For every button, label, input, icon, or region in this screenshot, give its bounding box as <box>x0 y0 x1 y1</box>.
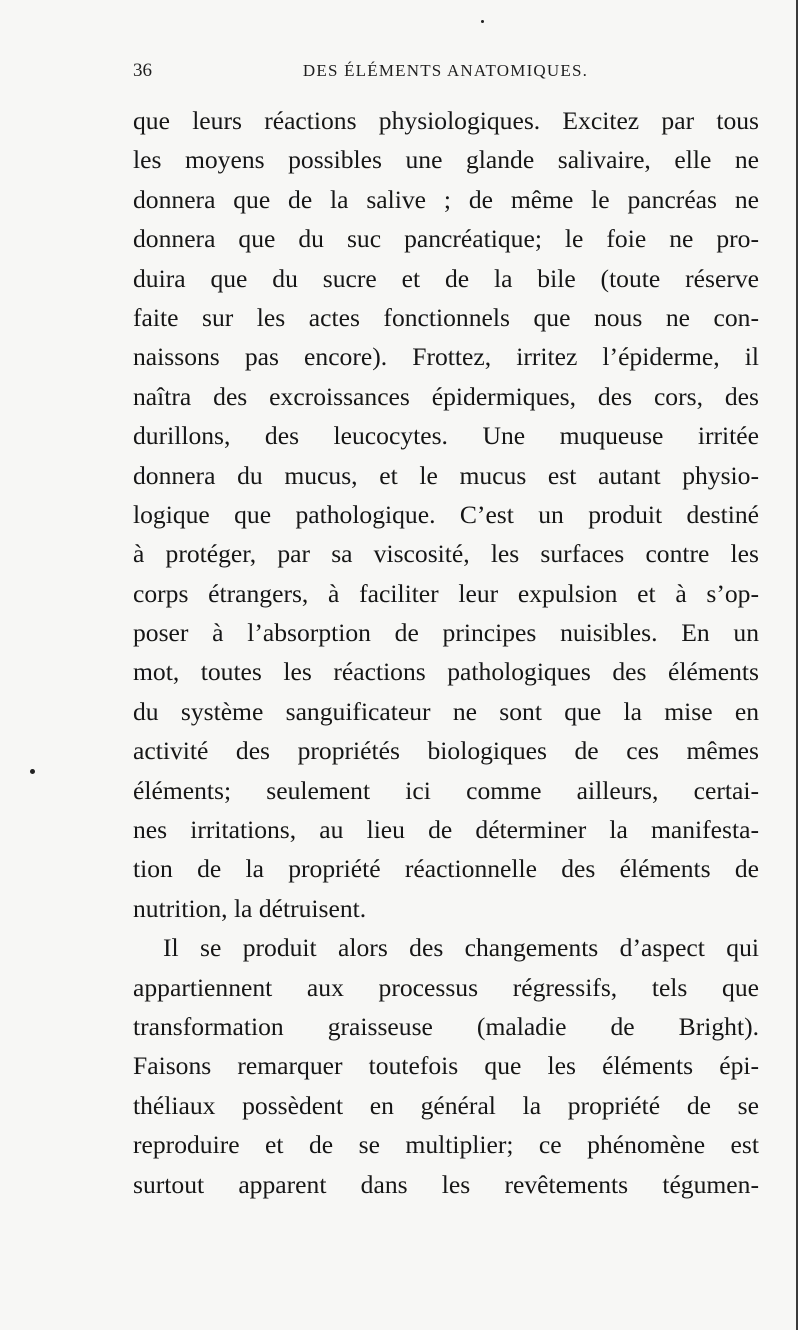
text-line: naissons pas encore). Frottez, irritez l’épiderme, il <box>133 342 759 372</box>
text-line: appartiennent aux processus régressifs, tels que <box>133 972 759 1002</box>
text-line: poser à l’absorption de principes nuisibles. En un <box>133 618 759 648</box>
text-line: donnera que de la salive ; de même le pancréas ne <box>133 184 759 214</box>
text-line: donnera du mucus, et le mucus est autant physio- <box>133 460 759 490</box>
ink-speck <box>30 769 35 774</box>
text-line: du système sanguificateur ne sont que la mise en <box>133 696 759 726</box>
text-line: que leurs réactions physiologiques. Excitez par tous <box>133 106 759 135</box>
text-line: mot, toutes les réactions pathologiques des éléments <box>133 657 759 687</box>
text-line: théliaux possèdent en général la propriété de se <box>133 1090 759 1120</box>
page-header <box>133 60 758 88</box>
body-text <box>133 101 759 1204</box>
text-line: naîtra des excroissances épidermiques, des cors, des <box>133 381 759 411</box>
text-line: reproduire et de se multiplier; ce phénomène est <box>133 1130 759 1160</box>
text-line: corps étrangers, à faciliter leur expulsion et à s’op- <box>133 578 759 608</box>
text-line: nutrition, la détruisent. <box>133 893 367 923</box>
text-line: nes irritations, au lieu de déterminer la manifesta- <box>133 815 759 845</box>
text-line: faite sur les actes fonctionnels que nous ne con- <box>133 302 759 332</box>
text-line: éléments; seulement ici comme ailleurs, certai- <box>133 775 759 805</box>
text-line: logique que pathologique. C’est un produit destiné <box>133 499 759 529</box>
text-line: duira que du sucre et de la bile (toute réserve <box>133 263 759 293</box>
paragraph-first-line: Il se produit alors des changements d’aspect qui <box>163 933 759 963</box>
ink-speck <box>481 20 484 23</box>
running-title: DES ÉLÉMENTS ANATOMIQUES. <box>302 61 589 80</box>
text-line: Faisons remarquer toutefois que les éléments épi- <box>133 1051 759 1081</box>
text-line: les moyens possibles une glande salivaire, elle ne <box>133 145 759 175</box>
text-line: transformation graisseuse (maladie de Bright). <box>133 1011 759 1041</box>
text-line: à protéger, par sa viscosité, les surfaces contre les <box>133 539 759 569</box>
page-number: 36 <box>133 60 152 81</box>
text-line: surtout apparent dans les revêtements tégumen- <box>133 1169 759 1199</box>
text-line: durillons, des leucocytes. Une muqueuse irritée <box>133 421 759 451</box>
text-line: donnera que du suc pancréatique; le foie ne pro- <box>133 224 759 254</box>
text-line: tion de la propriété réactionnelle des éléments de <box>133 854 759 884</box>
text-line: activité des propriétés biologiques de ces mêmes <box>133 736 759 766</box>
